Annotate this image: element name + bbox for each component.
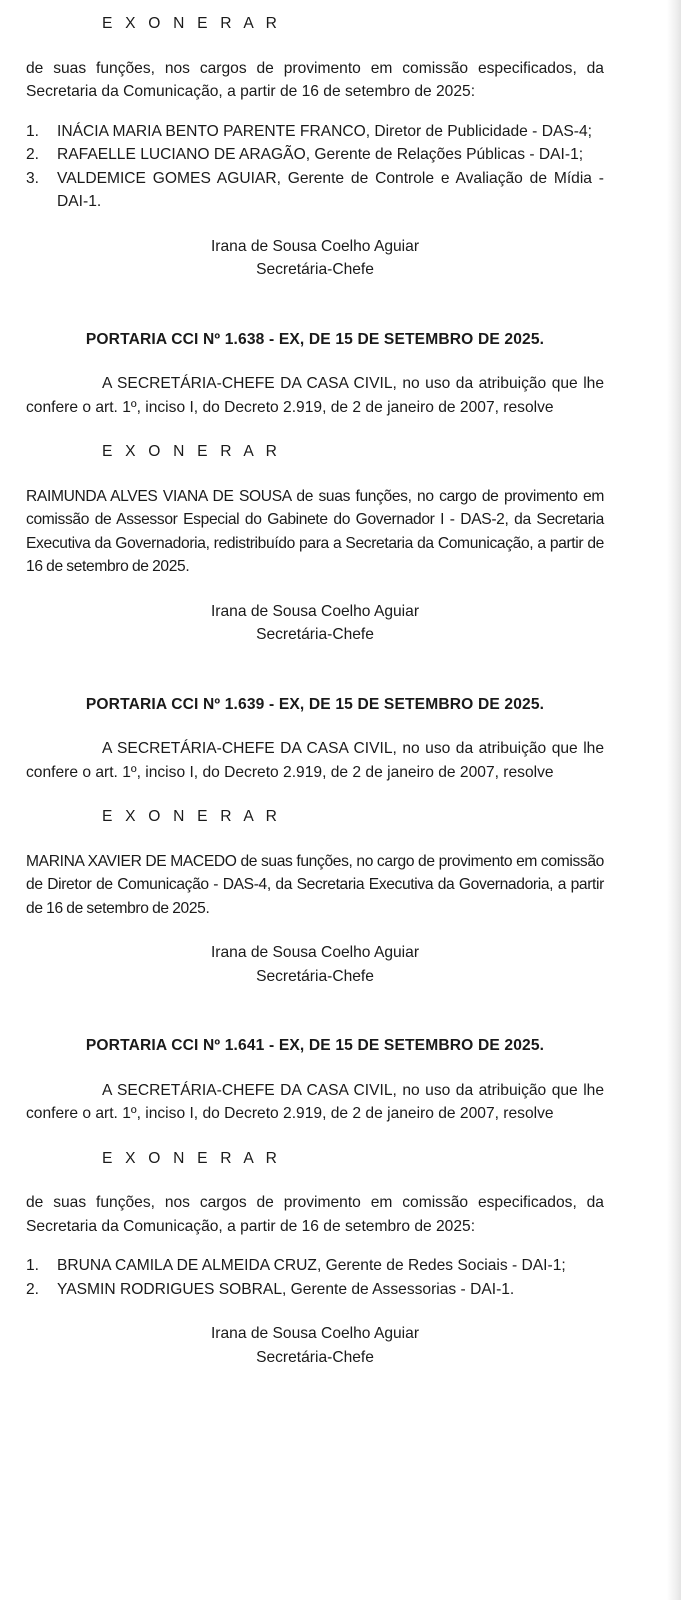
exonerar-verb: E X O N E R A R bbox=[102, 15, 282, 32]
exoneration-body: de suas funções, nos cargos de provimento em comissão especificados, da Secretaria da Comunicação, a partir de 16 de setembro de 2025: bbox=[26, 59, 604, 100]
list-item bbox=[26, 143, 604, 167]
exoneration-list bbox=[26, 1254, 604, 1301]
list-item-text: YASMIN RODRIGUES SOBRAL, Gerente de Assessorias - DAI-1. bbox=[57, 1280, 515, 1298]
exonerar-verb: E X O N E R A R bbox=[102, 808, 282, 825]
list-item-text: INÁCIA MARIA BENTO PARENTE FRANCO, Diretor de Publicidade - DAS-4; bbox=[57, 122, 592, 140]
signer-role: Secretária-Chefe bbox=[256, 261, 374, 278]
portaria-1638 bbox=[26, 328, 604, 647]
list-item-number: 2. bbox=[26, 1280, 40, 1298]
list-item bbox=[26, 1254, 604, 1278]
portaria-preamble: A SECRETÁRIA-CHEFE DA CASA CIVIL, no uso da atribuição que lhe confere o art. 1º, inciso I, do Decreto 2.919, de 2 de janeiro de 2007, resolve bbox=[26, 375, 604, 416]
portaria-continuation bbox=[26, 12, 604, 282]
document-content bbox=[26, 12, 604, 1369]
signer-name: Irana de Sousa Coelho Aguiar bbox=[210, 237, 420, 255]
list-item-text: RAFAELLE LUCIANO DE ARAGÃO, Gerente de Relações Públicas - DAI-1; bbox=[57, 146, 584, 163]
signer-role: Secretária-Chefe bbox=[256, 967, 374, 985]
portaria-1639 bbox=[26, 693, 604, 989]
list-item-number: 2. bbox=[26, 146, 40, 163]
list-item bbox=[26, 1278, 604, 1302]
list-item-text: VALDEMICE GOMES AGUIAR, Gerente de Controle e Avaliação de Mídia - DAI-1. bbox=[57, 169, 604, 210]
list-item-text: BRUNA CAMILA DE ALMEIDA CRUZ, Gerente de Redes Sociais - DAI-1; bbox=[57, 1257, 566, 1274]
exoneration-body: MARINA XAVIER DE MACEDO de suas funções, no cargo de provimento em comissão de Diretor de Comunicação - DAS-4, da Secretaria Executiva da Governadoria, a partir de 16 de setembro de 2025. bbox=[26, 852, 604, 917]
list-item-number: 1. bbox=[26, 122, 40, 140]
exonerar-verb: E X O N E R A R bbox=[102, 1149, 282, 1167]
portaria-1641 bbox=[26, 1034, 604, 1369]
page-edge-shadow bbox=[667, 0, 681, 1600]
portaria-heading: PORTARIA CCI Nº 1.638 - EX, DE 15 DE SETEMBRO DE 2025. bbox=[85, 330, 545, 348]
signer-name: Irana de Sousa Coelho Aguiar bbox=[210, 944, 420, 961]
portaria-preamble: A SECRETÁRIA-CHEFE DA CASA CIVIL, no uso da atribuição que lhe confere o art. 1º, inciso I, do Decreto 2.919, de 2 de janeiro de 2007, resolve bbox=[26, 740, 604, 781]
signer-name: Irana de Sousa Coelho Aguiar bbox=[210, 1325, 420, 1342]
signer-name: Irana de Sousa Coelho Aguiar bbox=[210, 602, 420, 620]
list-item bbox=[26, 120, 604, 144]
list-item-number: 1. bbox=[26, 1257, 40, 1274]
exoneration-body: RAIMUNDA ALVES VIANA DE SOUSA de suas funções, no cargo de provimento em comissão de Assessor Especial do Gabinete do Governador I - DAS-2, da Secretaria Executiva da Governadoria, redistribuído para a Secretaria da Comunicação, a partir de 16 de setembro de 2025. bbox=[26, 487, 604, 575]
portaria-heading: PORTARIA CCI Nº 1.639 - EX, DE 15 DE SETEMBRO DE 2025. bbox=[85, 695, 545, 713]
portaria-preamble: A SECRETÁRIA-CHEFE DA CASA CIVIL, no uso da atribuição que lhe confere o art. 1º, inciso I, do Decreto 2.919, de 2 de janeiro de 2007, resolve bbox=[26, 1081, 604, 1122]
portaria-heading: PORTARIA CCI Nº 1.641 - EX, DE 15 DE SETEMBRO DE 2025. bbox=[85, 1037, 545, 1054]
exoneration-list bbox=[26, 120, 604, 214]
signer-role: Secretária-Chefe bbox=[256, 626, 374, 643]
list-item bbox=[26, 167, 604, 214]
exoneration-body: de suas funções, nos cargos de provimento em comissão especificados, da Secretaria da Comunicação, a partir de 16 de setembro de 2025: bbox=[26, 1194, 604, 1235]
signer-role: Secretária-Chefe bbox=[256, 1348, 374, 1366]
exonerar-verb: E X O N E R A R bbox=[102, 443, 282, 460]
list-item-number: 3. bbox=[26, 169, 40, 187]
